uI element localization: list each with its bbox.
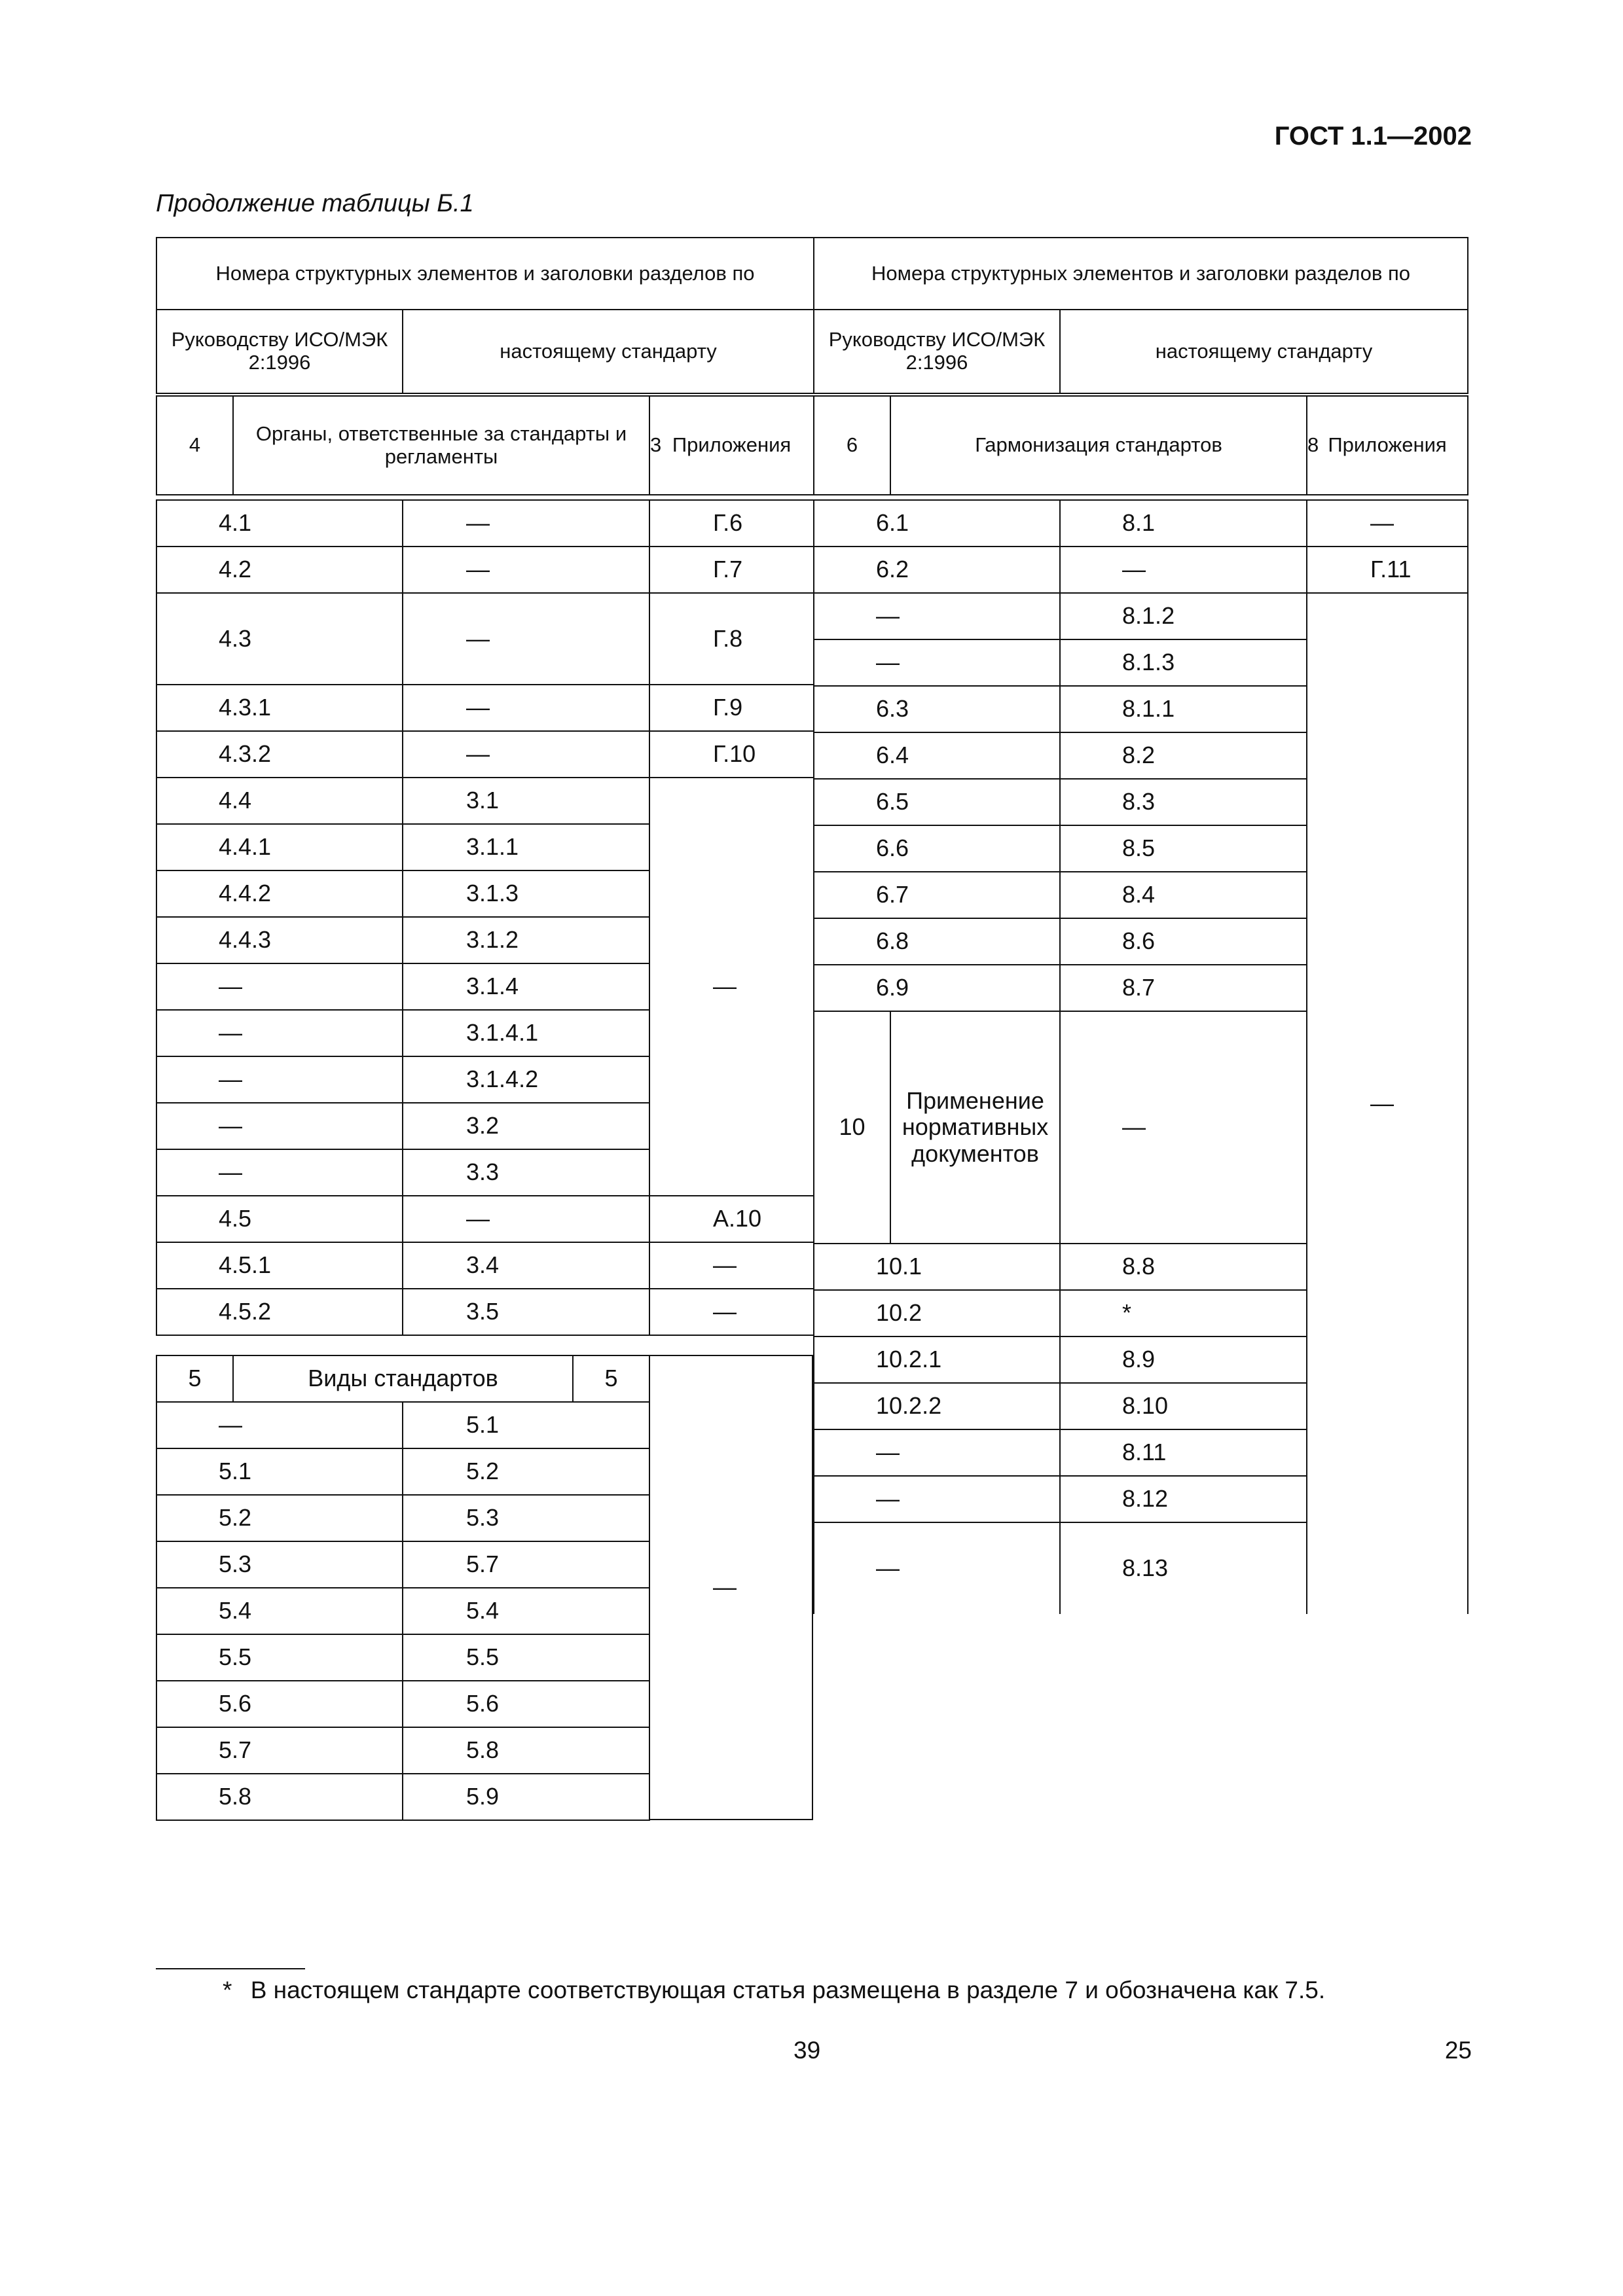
- section-5-std-num: 5: [573, 1355, 649, 1402]
- standard-code: ГОСТ 1.1—2002: [1274, 122, 1472, 151]
- cell-iso: —: [814, 639, 1060, 686]
- cell-app-merged: —: [1307, 593, 1468, 1614]
- cell-iso: —: [814, 1476, 1060, 1522]
- cell-app: Г.10: [649, 731, 814, 778]
- cell-iso: —: [814, 1522, 1060, 1614]
- cell-std: 8.6: [1060, 918, 1307, 965]
- cell-iso: 6.6: [814, 825, 1060, 872]
- table-row: [156, 500, 814, 547]
- cell-std: —: [403, 547, 649, 593]
- cell-iso: 4.1: [156, 500, 403, 547]
- section-10-std: —: [1060, 1011, 1307, 1244]
- cell-std: 8.13: [1060, 1522, 1307, 1614]
- cell-std: 5.3: [403, 1495, 649, 1541]
- cell-iso: 5.7: [156, 1727, 403, 1774]
- cell-std: 3.1.4.2: [403, 1056, 649, 1103]
- cell-iso: 10.1: [814, 1244, 1060, 1290]
- cell-std: 5.8: [403, 1727, 649, 1774]
- cell-iso: 4.4: [156, 778, 403, 824]
- cell-app: —: [649, 1289, 814, 1335]
- cell-app: Г.7: [649, 547, 814, 593]
- page-number-right: 25: [1444, 2037, 1472, 2064]
- table-row: [814, 500, 1468, 547]
- section-5-row: [156, 1355, 650, 1403]
- table-row: [156, 1634, 649, 1681]
- cell-iso: —: [156, 1056, 403, 1103]
- cell-std: 3.4: [403, 1242, 649, 1289]
- cell-std: 3.1: [403, 778, 649, 824]
- cell-std: *: [1060, 1290, 1307, 1336]
- header-iso-left: Руководству ИСО/МЭК 2:1996: [156, 310, 403, 395]
- cell-iso: 6.9: [814, 965, 1060, 1011]
- section-5-title: Виды стандартов: [233, 1355, 573, 1402]
- header-std-right: настоящему стандарту: [1060, 310, 1468, 395]
- table-row: [156, 1242, 814, 1289]
- table-row: [156, 731, 814, 778]
- header-group-left: Номера структурных элементов и заголовки разделов по: [156, 238, 814, 310]
- table-caption: Продолжение таблицы Б.1: [156, 190, 474, 217]
- table-row: [156, 1774, 649, 1820]
- cell-std: —: [403, 500, 649, 547]
- section-4-title: Органы, ответственные за стандарты и регламенты: [233, 395, 649, 495]
- cell-iso: 6.1: [814, 500, 1060, 547]
- cell-iso: 6.8: [814, 918, 1060, 965]
- cell-app: Г.8: [649, 593, 814, 685]
- cell-iso: 6.2: [814, 547, 1060, 593]
- cell-std: 3.1.4.1: [403, 1010, 649, 1056]
- cell-std: 3.1.3: [403, 870, 649, 917]
- cell-std: 8.9: [1060, 1336, 1307, 1383]
- cell-iso: 4.4.2: [156, 870, 403, 917]
- cell-iso: 5.6: [156, 1681, 403, 1727]
- section-6-title: Гармонизация стандартов: [890, 395, 1307, 495]
- cell-iso: —: [156, 1149, 403, 1196]
- table-row: [156, 1289, 814, 1335]
- cell-iso: 6.4: [814, 732, 1060, 779]
- cell-iso: 10.2.1: [814, 1336, 1060, 1383]
- cell-iso: 4.5.1: [156, 1242, 403, 1289]
- cell-iso: 4.3.1: [156, 685, 403, 731]
- header-iso-right: Руководству ИСО/МЭК 2:1996: [814, 310, 1060, 395]
- cell-iso: 4.3: [156, 593, 403, 685]
- table-row: [156, 1196, 814, 1242]
- cell-iso: 10.2: [814, 1290, 1060, 1336]
- cell-std: 5.4: [403, 1588, 649, 1634]
- cell-iso: —: [814, 1429, 1060, 1476]
- left-table-body: [156, 499, 814, 1336]
- cell-app: А.10: [649, 1196, 814, 1242]
- section-8-title: Приложения: [1307, 395, 1468, 495]
- right-table: Номера структурных элементов и заголовки разделов по Руководству ИСО/МЭК 2:1996 настоящему стандарту 6 Гармонизация стандартов 8 Приложения: [813, 237, 1468, 495]
- table-row: [156, 1402, 649, 1448]
- cell-app: Г.6: [649, 500, 814, 547]
- cell-std: 3.2: [403, 1103, 649, 1149]
- cell-iso: —: [156, 1010, 403, 1056]
- cell-iso: 4.4.1: [156, 824, 403, 870]
- cell-std: 8.1: [1060, 500, 1307, 547]
- cell-std: 8.1.3: [1060, 639, 1307, 686]
- cell-std: 5.2: [403, 1448, 649, 1495]
- section-4-num: 4: [156, 395, 233, 495]
- cell-iso: —: [156, 1402, 403, 1448]
- cell-app: —: [1307, 500, 1468, 547]
- footnote-text: В настоящем стандарте соответствующая статья размещена в разделе 7 и обозначена как 7.5.: [250, 1977, 1326, 2003]
- cell-std: 3.1.1: [403, 824, 649, 870]
- cell-std: 8.7: [1060, 965, 1307, 1011]
- cell-iso: 5.2: [156, 1495, 403, 1541]
- left-table: Номера структурных элементов и заголовки разделов по Руководству ИСО/МЭК 2:1996 настоящему стандарту 4 Органы, ответственные за стандарты и регламенты 3 Приложения: [156, 237, 814, 495]
- cell-app: —: [649, 1242, 814, 1289]
- section-10-title: Применение нормативных документов: [890, 1011, 1060, 1244]
- cell-iso: 4.3.2: [156, 731, 403, 778]
- cell-std: 5.5: [403, 1634, 649, 1681]
- cell-std: 3.3: [403, 1149, 649, 1196]
- cell-std: 8.12: [1060, 1476, 1307, 1522]
- header-std-left: настоящему стандарту: [403, 310, 814, 395]
- cell-std: 3.1.2: [403, 917, 649, 963]
- table-row: [156, 1448, 649, 1495]
- header-group-right: Номера структурных элементов и заголовки разделов по: [814, 238, 1468, 310]
- table-row: [156, 1727, 649, 1774]
- cell-std: 5.9: [403, 1774, 649, 1820]
- cell-iso: 6.5: [814, 779, 1060, 825]
- cell-std: 8.1.1: [1060, 686, 1307, 732]
- cell-std: 3.1.4: [403, 963, 649, 1010]
- cell-app-merged: —: [649, 778, 814, 1196]
- footnote-separator: [156, 1968, 305, 1969]
- right-table-body: [813, 499, 1468, 1614]
- left-table-section-5: [156, 1401, 650, 1821]
- cell-std: 8.3: [1060, 779, 1307, 825]
- cell-iso: 10.2.2: [814, 1383, 1060, 1429]
- cell-std: 8.4: [1060, 872, 1307, 918]
- cell-iso: 5.5: [156, 1634, 403, 1681]
- cell-app: Г.9: [649, 685, 814, 731]
- cell-iso: 4.5: [156, 1196, 403, 1242]
- cell-std: 8.5: [1060, 825, 1307, 872]
- cell-std: —: [1060, 547, 1307, 593]
- cell-iso: 5.8: [156, 1774, 403, 1820]
- cell-iso: 5.3: [156, 1541, 403, 1588]
- cell-iso: 4.2: [156, 547, 403, 593]
- table-row: [156, 1495, 649, 1541]
- table-row: [156, 547, 814, 593]
- cell-iso: —: [156, 963, 403, 1010]
- cell-iso: —: [814, 593, 1060, 639]
- table-row: [156, 685, 814, 731]
- section-10-num: 10: [814, 1011, 890, 1244]
- section-3-title: Приложения: [649, 395, 814, 495]
- cell-iso: 4.5.2: [156, 1289, 403, 1335]
- footnote-mark: *: [223, 1977, 232, 2003]
- cell-std: 8.11: [1060, 1429, 1307, 1476]
- cell-iso: 5.4: [156, 1588, 403, 1634]
- cell-std: —: [403, 1196, 649, 1242]
- cell-std: 8.10: [1060, 1383, 1307, 1429]
- cell-std: 8.1.2: [1060, 593, 1307, 639]
- cell-iso: 4.4.3: [156, 917, 403, 963]
- correspondence-table: [156, 237, 1467, 1808]
- cell-std: 5.1: [403, 1402, 649, 1448]
- cell-std: 5.6: [403, 1681, 649, 1727]
- table-row: [156, 778, 814, 824]
- cell-app-merged: —: [649, 1355, 812, 1820]
- cell-std: 5.7: [403, 1541, 649, 1588]
- cell-iso: 6.3: [814, 686, 1060, 732]
- table-row: [156, 1541, 649, 1588]
- table-row: [156, 1588, 649, 1634]
- cell-std: —: [403, 593, 649, 685]
- page-number-center: 39: [793, 2037, 821, 2064]
- cell-iso: 5.1: [156, 1448, 403, 1495]
- table-row: [814, 547, 1468, 593]
- cell-std: —: [403, 731, 649, 778]
- section-5-num: 5: [156, 1355, 233, 1402]
- cell-std: 3.5: [403, 1289, 649, 1335]
- cell-iso: —: [156, 1103, 403, 1149]
- cell-iso: 6.7: [814, 872, 1060, 918]
- cell-std: 8.8: [1060, 1244, 1307, 1290]
- footnote: [223, 1977, 1325, 2004]
- section-6-num: 6: [814, 395, 890, 495]
- section-5-app-merged: [649, 1355, 813, 1820]
- table-row: [156, 1681, 649, 1727]
- table-row: [156, 593, 814, 685]
- cell-std: —: [403, 685, 649, 731]
- cell-app: Г.11: [1307, 547, 1468, 593]
- cell-std: 8.2: [1060, 732, 1307, 779]
- table-row: [814, 593, 1468, 639]
